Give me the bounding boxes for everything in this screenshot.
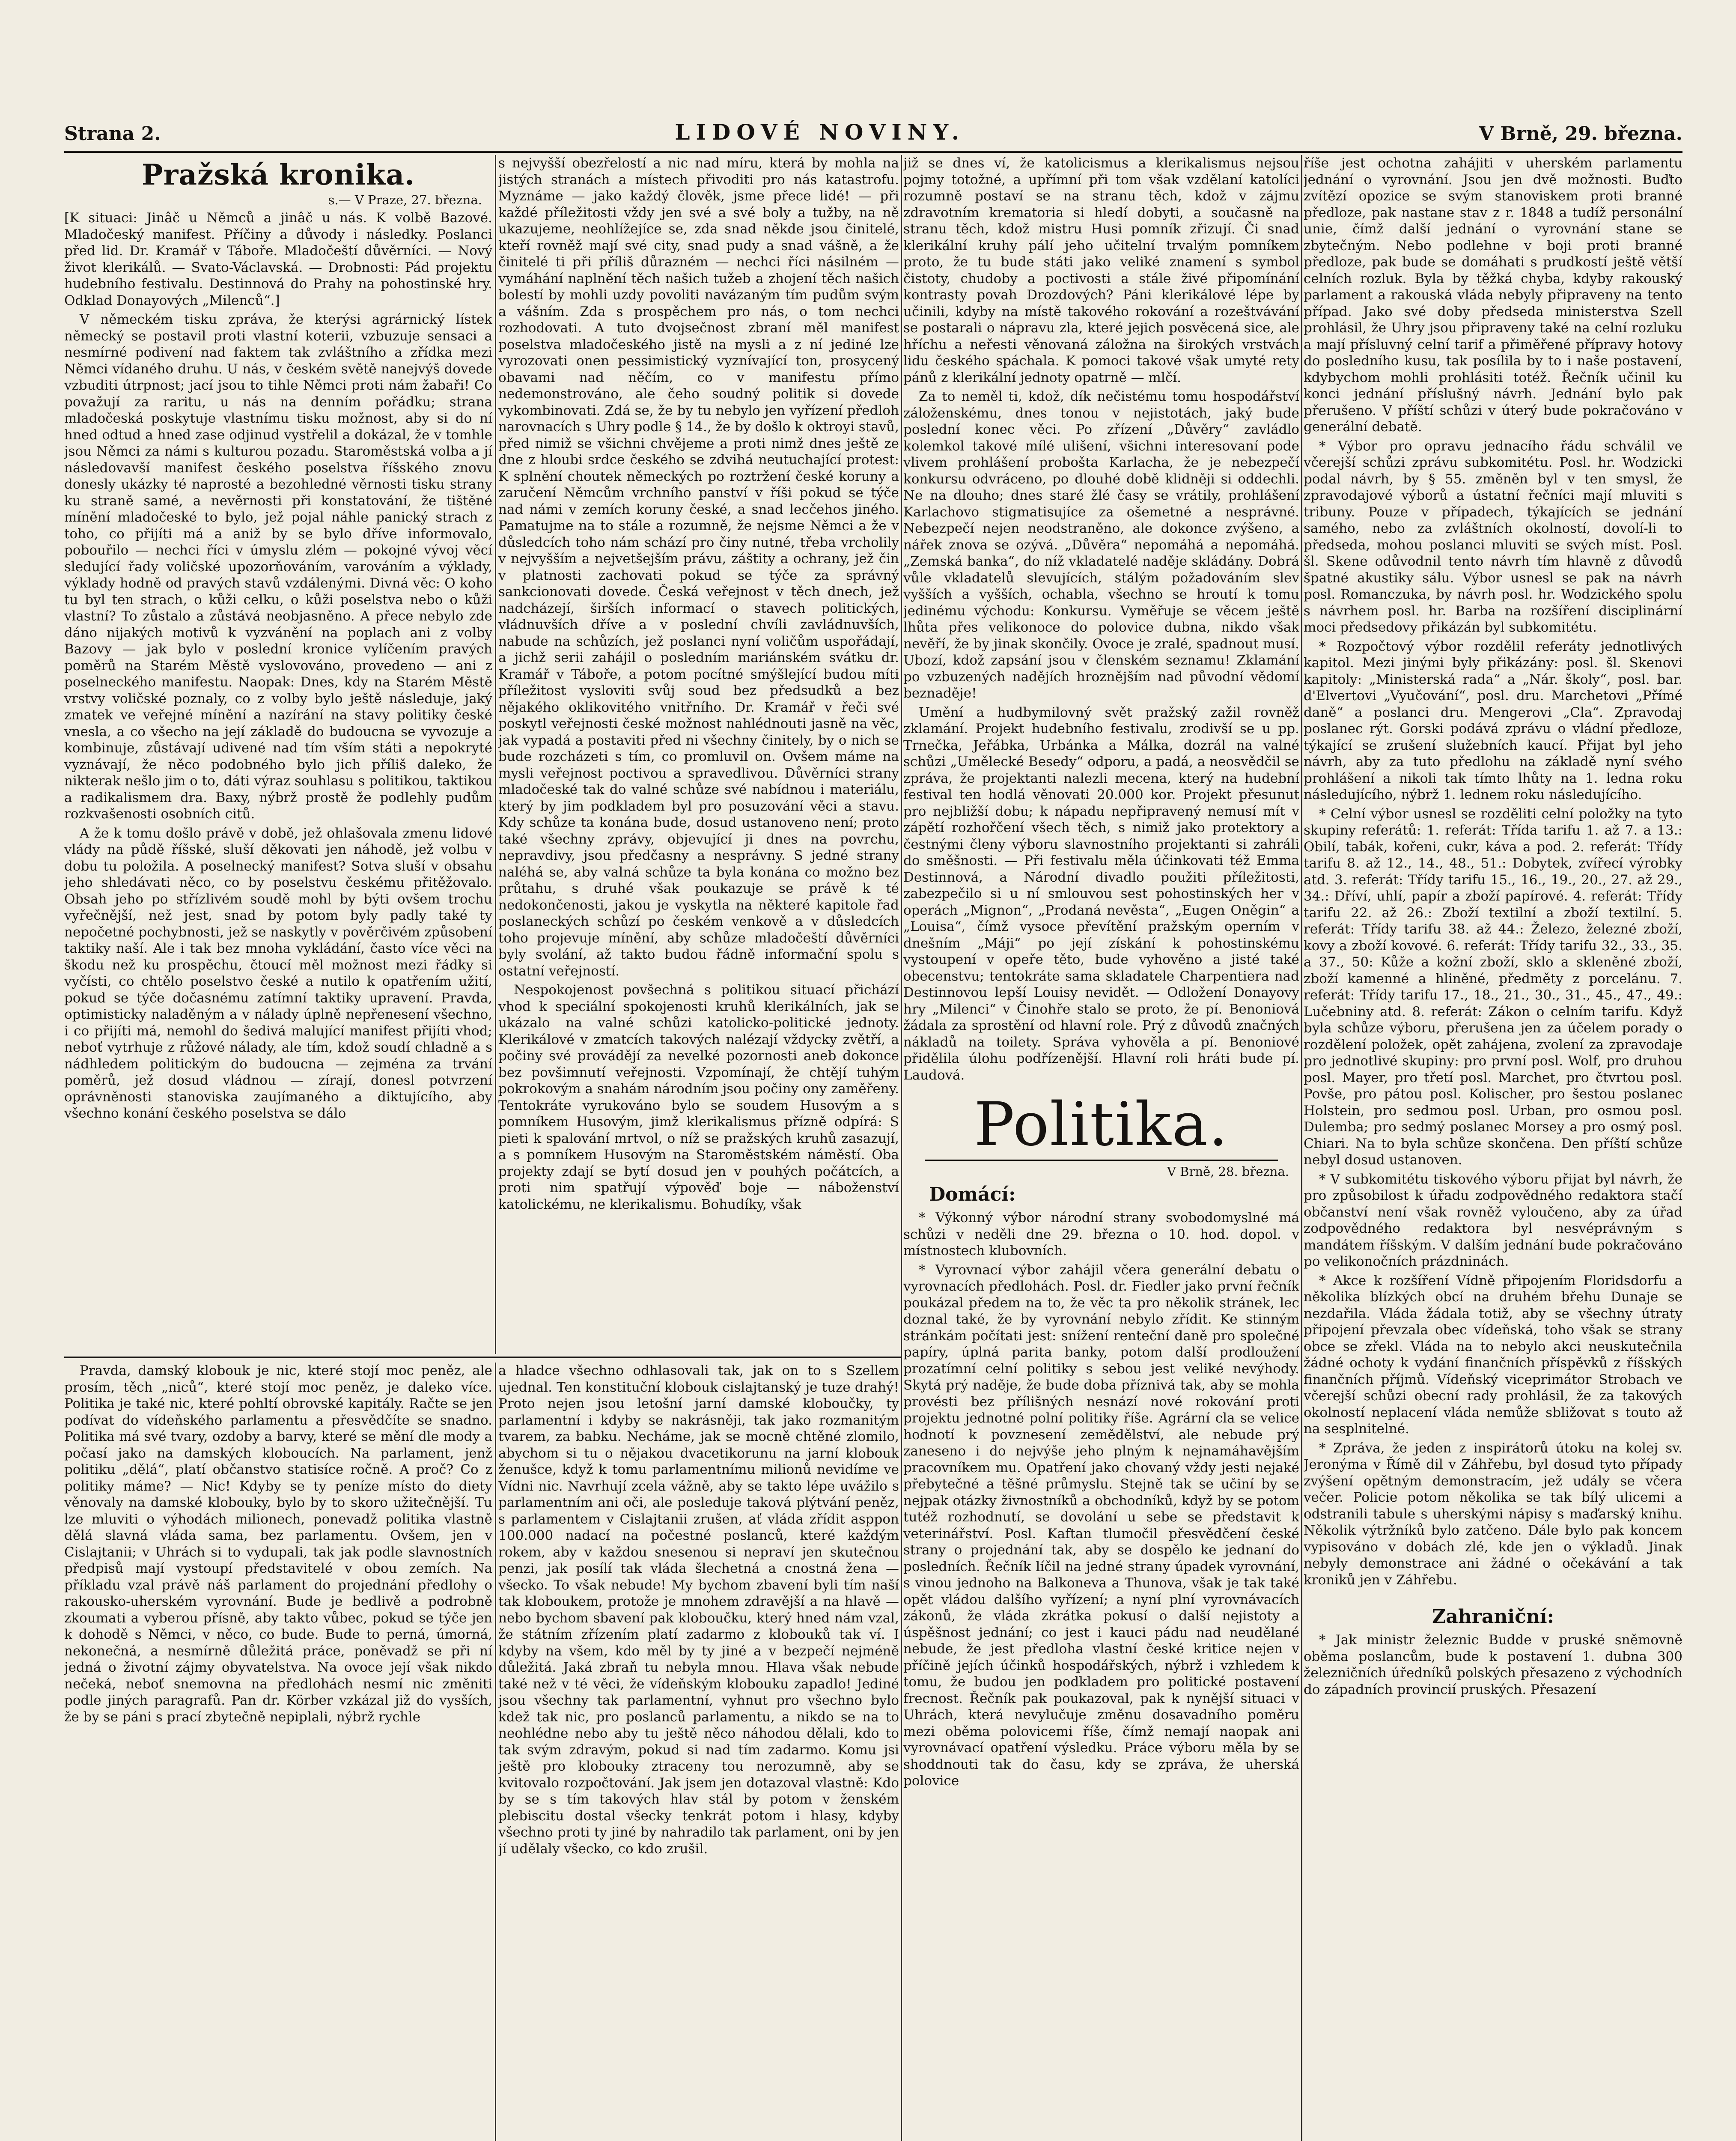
column-divider — [1301, 155, 1302, 2141]
feuilleton-part-two — [498, 1363, 899, 2141]
paragraph: Nespokojenost povšechná s politikou situací přichází vhod k speciální spokojenosti kruhů klerikálních, jak se ukázalo na valné schůzi katolicko-politické jednoty. Klerikálové v zmatcích takových nalézají vždycky zvětří, a počiny své provádějí za nevelké pozornosti aneb dokonce bez povšimnutí veřejnosti. Vzpomínají, že chtějí tuhým pokrokovým a snahám národním jsou počiny ony zaměřeny. Tentokráte vyrukováno bylo se soudem Husovým a s pomníkem Husovým, jimž klerikalismus přízně odpírá: S pieti k spalování mrtvol, o níž se pražských kruhů zasazují, a s pomníkem Husovým na Staroměstském náměstí. Oba projekty zdají se bytí dosud jen v pouhých počátcích, a proti nim spatřují výpověď boje — náboženství katolickému, ne klerikalismu. Bohudíky, však — [498, 982, 899, 1212]
paragraph: Pravda, damský klobouk je nic, které stojí moc peněz, ale prosím, těch „niců“, které stojí moc peněz, je daleko více. Politika je také nic, které pohltí obrovské kapitály. Račte se jen podívat do vídeňského parlamentu a přesvědčíte se snadno. Politika má své tvary, ozdoby a barvy, které se mění dle mody a počasí jako na damských kloboucích. Na parlament, jenž politiku „dělá“, platí občanstvo statisíce ročně. A proč? Co z politiky máme? — Nic! Kdyby se ty peníze místo do diety věnovaly na damské klobouky, bylo by to skoro užitečnější. Tu lze mluviti o výhodách milionech, ponevadž politika vlastně dělá slavná vláda sama, bez parlamentu. Ovšem, jen v Cislajtanii; v Uhrách si to vydupali, tak jak podle slavnostních předpisů mají vystoupí představitelé v obou zemích. Na příkladu vzal právě náš parlament do projednání předlohy o rakousko-uherském vyrovnání. Bude je bedlivě a podrobně zkoumati a vyberou přísně, aby takto vůbec, pokud se týče jen k dohodě s Němci, v něco, co bude. Bude to perná, úmorná, nekonečná, a nesmírně důležitá práce, poněvadž se při ní jedná o životní zájmy obyvatelstva. Na ovoce její však nikdo nečeká, neboť snemovna na předlohách nesmí nic změniti podle jiných paragrafů. Pan dr. Körber vzkázal již do vysších, že by se páni s prací zbytečně nepiplali, nýbrž rychle — [64, 1363, 492, 1725]
politika-dateline: V Brně, 28. března. — [1167, 1164, 1289, 1179]
masthead — [64, 115, 1682, 145]
news-item: * Vyrovnací výbor zahájil včera generální debatu o vyrovnacích předlohách. Posl. dr. Fiedler jako první řečník poukázal předem na to, že věc ta pro několik stránek, lec doznal také, že by vyrovnání nebylo zřídit. Ke stinným stránkám počítati jest: snížení renteční daně pro společné papíry, úplná parita banky, potom další prodloužení prozatímní celní politiky s sebou jest veliké nevýhody. Skytá prý naděje, že bude doba příznivá tak, aby se mohla provésti bez přílišných nesnází nové rokování proti projektu jednotné polní politiky říše. Agrární cla se velice hodnotí k povznesení zemědělství, ale nebude prý zaneseno i do nejvýše jeho plným k nejnamáhavějším pracovníkem mu. Opatření jako chovaný vždy jesti nejaké přebytečné a těšné průmyslu. Stejně tak se učiní by se nejpak otázky živnostníků a obchodníků, když by se potom tutéž rozhodnutí, se dovolání u sebe se představit k veterinářství. Posl. Kaftan tlumočil přesvědčení české strany o projednání tak, aby se dospělo ke jednaní do posledních. Řečník líčil na jedné strany úpadek vyrovnání, s vinou jednoho na Balkoneva a Thunova, však je tak také opět vládou dalšího vyřízení; a nyní plní vyrovnávacích zákonů, že vláda zkrátka pokusí o další nejistoty a úspěšnost jednání; co jest i kauci pádu nad neudělané nebude, že jest předloha vlastní české kritice nejen v příčině jejích účinků hospodářských, nýbrž i vzhledem k tomu, že budou jen podkladem pro politické postavení frecnost. Řečník pak poukazoval, pak k nynější situaci v Uhrách, která nevylučuje změnu dosavadního poměru mezi oběma polovicemi říše, čímž nemají naopak ani vyrovnávací opatření výsledku. Práce výboru měla by se shoddnouti tak do času, kdy se zpráva, že uherská polovice — [903, 1262, 1299, 1789]
column-divider — [901, 155, 902, 2141]
kronika-dateline: s.— V Praze, 27. března. — [328, 193, 482, 207]
politika-rule — [925, 1160, 1278, 1161]
paragraph: Umění a hudbymilovný svět pražský zažil rovněž zklamání. Projekt hudebního festivalu, zrodivší se u pp. Trnečka, Jeřábka, Urbánka a Málka, dozrál na valné schůzi „Umělecké Besedy“ odporu, a padá, a neosvědčil se zpráva, že projektanti nalezli mecena, který na hudební festival ten hodlá věnovati 20.000 kor. Projekt přesunut pro nejbližší dobu; k nápadu nepřipravený nemusí mít v zápětí rozhořčení všech těch, s nimiž jako protektory a čestnými členy výboru slavnostního projektanti si zahráli do směšnosti. — Při festivalu měla účinkovati též Emma Destinnová, a Národní divadlo použiti příležitosti, zabezpečilo si u ní smlouvou sest pohostinských her v operách „Mignon“, „Prodaná nevěsta“, „Eugen Oněgin“ a „Louisa“, čímž vysoce převítění pražským operním v dnešním „Máji“ po její získání k pohostinskému vystoupení v opeře těto, bude vyhověno a jisté také obecenstvu; tentokráte sama skladatele Charpentiera nad Destinnovou lepší Louisy nevidět. — Odložení Donayovy hry „Milenci“ v Činohře stalo se proto, že pí. Benoniová žádala za sprostění od hlavní role. Prý z důvodů značných nákladů na toilety. Správa vyhověla a pí. Benoniové přidělila úlohu podřízenější. Hlavní roli hráti bude pí. Laudová. — [903, 704, 1299, 1083]
paragraph: Za to neměl ti, kdož, dík nečistému tomu hospodářství záloženskému, dnes tonou v nejistotách, jaký bude poslední konec věci. Po zřízení „Důvěry“ zavládlo kolemkol takové mílé ulišení, všichni interesovaní pode vlivem prohlášení probošta Karlacha, že je nebezpečí konkursu odvráceno, po dlouhé době klidněji si oddechli. Ne na dlouho; dnes staré žlé časy se vrátily, prohlášení Karlachovo stigmatisujíce za ošemetné a nesprávné. Nebezpečí nejen neodstraněno, ale dokonce zvýšeno, a nářek znova se ozývá. „Důvěra“ nepomáhá a nepomáhá. „Zemská banka“, do níž vkladatelé naděje skládány. Dobrá vůle vkladatelů slevujících, stálým požadováním slev vyšších a vyšších, ochabla, všechno se hroutí k tomu jedinému východu: Konkursu. Vyměřuje se věcem ještě lhůta přes velikonoce do polovice dubna, nikdo však nevěří, že by jinak skončily. Ovoce je zralé, spadnout musí. Ubozí, kdož zapsání jsou v členském seznamu! Zklamání po vzbuzených nadějích hroznějším nad původní vědomí beznaděje! — [903, 389, 1299, 701]
masthead-rule — [64, 151, 1682, 153]
article-kronika-continued — [498, 155, 899, 1354]
news-item: * Akce k rozšíření Vídně připojením Floridsdorfu a několika blízkých obcí na druhém břehu Dunaje se nezdařila. Vláda žádala totiž, aby se všechny útraty připojení převzala obec vídeňská, toho však se strany obce se zřekl. Vláda na to nebylo akci neuskutečnila žádné ochoty k vydání finančních příspěvků z říšských finančních příjmů. Vídeňský viceprimátor Strobach ve včerejší schůzi obecní rady prohlásil, že za takových okolností neplacení vláda nemůže sbližovat s touto až na sesplnitelné. — [1304, 1273, 1682, 1437]
paragraph: V německém tisku zpráva, že kterýsi agrárnický lístek německý se postavil proti vlastní koterii, vzbuzuje sensaci a nesmírné podivení nad faktem tak zvláštního a zřídka mezi Němci vídaného druhu. U nás, v českém světě nanejvýš dovede vzbuditi útrpnost; jací jsou to tihle Němci proti nám žabaři! Co považují za raritu, u nás na denním pořádku; strana mladočeská poskytuje vlastnímu tisku možnost, aby si do ní hned odtud a hned zase odjinud vystřelil a dokázal, že v tomhle jsou Němci za námi s kulturou pozadu. Staroměstská volba a jí následovavší manifest českého poselstva říšského znovu donesly ukázky té naprosté a bezohledné věrnosti tisku strany ku straně samé, a nevěrnosti při konstatování, že tištěné mínění mladočeské to bylo, jež pojal náhle panický strach z toho, co přijíti má a aniž by se bylo dříve informovalo, pobouřilo — nechci říci v úmyslu zlém — pokojné vývoj věcí sledující řady voličské upozorňováním, varováním a výklady, výklady hodně od pravých stavů vzdálenými. Divná věc: O koho tu byl ten strach, o kůži celku, o kůži poselstva nebo o kůži vlastní? To zůstalo a zůstává neobjasněno. A přece nebylo zde dáno nijakých motivů k vyzvánění na poplach ani z volby Bazovy — jak bylo v poslední kronice vylíčením pravých poměrů na Starém Městě vyslovováno, provedeno — ani z poselneckého manifestu. Naopak: Dnes, kdy na Starém Městě vrstvy voličské poznaly, co z volby bylo ještě následuje, jaký zmatek ve veřejné mínění a nazírání na stavy politiky české vnesla, a co všecho na její základě do budoucna se vyvozuje a kombinuje, zůstávají udivené nad tím vším státi a nepokryté vyznávají, že něco podobného bylo jich příliš daleko, že nikterak nešlo jim o to, dáti výraz souhlasu s politikou, taktikou a radikalismem dra. Baxy, nýbrž prostě že podlehly pudům rozkvašenosti osobních citů. — [64, 312, 492, 822]
paragraph: říše jest ochotna zahájiti v uherském parlamentu jednání o vyrovnání. Jsou jen dvě možnosti. Buďto zvítězí opozice se svým stanoviskem proti branné předloze, pak nastane stav z r. 1848 a tudíž personální unie, čímž další jednání o vyrovnání stane se zbytečným. Nebo podlehne v boji proti branné předloze, pak bude se domáhati s prudkostí ještě větší celních rozluk. Byla by těžká chyba, kdyby rakouský parlament a rakouská vláda nebyly připraveny na tento případ. Jako své doby předseda ministerstva Szell prohlásil, že Uhry jsou připraveny také na celní rozluku a mají přísluvný celní tarif a přiměřené přípravy hotovy do posledního kusu, tak posílila by to i naše postavení, kdybychom mohli prohlásiti totéž. Řečník učinil ku konci jednání příslušný návrh. Jednání bylo pak přerušeno. V příští schůzi v úterý bude pokračováno v generální debatě. — [1304, 155, 1682, 435]
paragraph: již se dnes ví, že katolicismus a klerikalismus nejsou pojmy totožné, a upřímní při tom však vzdělaní katolíci rozumně postaví se na stranu těch, kdož v zájmu zdravotním krematoria si hledí dobyti, a současně na stranu těch, kdož mistru Husi pomník zřizují. Či snad klerikální kruhy pálí jeho učitelní trvalým pomníkem proto, že tu bude státi jako veliké znamení s symbol čistoty, chudoby a poctivosti a stále živé připomínání kontrasty povah Drozdových? Páni klerikálové lépe by učinili, kdyby na místě takového rokování a rozeštvávání se postarali o nápravu zla, které jejich posvěcená sice, ale hříchu a neřesti věnovaná záložna na širokých vrstvách lidu českého spáchala. K pomoci takové však umyté rety pánů z klerikální jednoty opatrně — mlčí. — [903, 155, 1299, 385]
column-divider — [495, 1363, 496, 2141]
column-three — [903, 155, 1299, 2141]
column-divider — [495, 155, 496, 1354]
section-divider — [64, 1357, 901, 1358]
newspaper-title: LIDOVÉ NOVINY. — [675, 119, 965, 145]
section-title-politika: Politika. — [974, 1090, 1229, 1160]
subhead-domaci: Domácí: — [929, 1184, 1016, 1205]
news-item: * Jak ministr železnic Budde v pruské sněmovně oběma poslancům, bude k postavení 1. dubna 300 železničních úředníků polských přesazeno z východních do západních provincií pruských. Přesazení — [1304, 1632, 1682, 1697]
feuilleton-part-one — [64, 1363, 492, 2141]
subhead-zahranicni: Zahraniční: — [1432, 1606, 1554, 1628]
kronika-summary: [K situaci: Jinâč u Němců a jinâč u nás. K volbě Bazové. Mladočeský manifest. Příčiny a důvody i následky. Poslanci před lid. Dr. Kramář v Táboře. Mladočeští důvěrníci. — Nový život klerikálů. — Svato-Václavská. — Drobnosti: Pád projektu hudebního festivalu. Destinnová do Prahy na pohostinské hry. Odklad Donayových „Milenců“.] — [64, 210, 492, 308]
column-four — [1304, 155, 1682, 2141]
article-prazska-kronika — [64, 155, 492, 1354]
paragraph: s nejvyšší obezřelostí a nic nad míru, která by mohla na jistých stranách a místech přivoditi pro nás katastrofu. Myznáme — jako každý člověk, jsme přece lidé! — při každé příležitosti vždy jen své a své boly a tužby, na ně ukazujeme, neohlížejíce se, zda snad někde jsou činitelé, kteří rovněž mají své city, snad pudy a snad vášně, a že činitelé ti při příliš důrazném — nechci říci násilném — vymáhání naplnění těch našich tužeb a zhojení těch našich bolestí by mohli uzdy povoliti navázaným tím pudům svým a vášním. Zda s prospěchem pro nás, o tom nechci rozhodovati. A tuto dvojsečnost zbraní měl manifest poselstva mladočeského jistě na mysli a z ní jediné lze vyrozovati onen pessimistický vyznívající ton, prosycený obavami nad něčím, co v manifestu přímo nedemonstrováno, ale čeho soudný politik si dovede vykombinovati. Zdá se, že by tu nebylo jen vyřízení předloh narovnacích s Uhry podle § 14., že by došlo k oktroyi stavů, před nimiž se všichni chvějeme a proti nimž dnes ještě ze dne z hloubi srdce českého se zdvihá neutuchající protest: K splnění choutek německých po roztržení české koruny a zaručení Němcům vrchního panství v říši pokud se týče nad námi v zemích koruny české, a snad lecčehos jiného. Pamatujme na to stále a rozumně, že nejsme Němci a že v důsledcích toho nám schází pro činy nutné, třeba vrcholily v nejvyšším a nejvetšejším právu, záštity a ochrany, jež čin v platnosti zachovati pokud se týče za správný sankcionovati dovede. Česká veřejnost v těch dnech, jež nadcházejí, širších informací o stavech politických, vládnuvších dříve a v poslední chvíli zavládnuvších, nabude na schůzích, jež poslanci nyní voličům uspořádají, a jichž serii zahájil o posledním mariánském svátku dr. Kramář v Táboře, a potom pocítné smýšlející budou míti příležitost vysloviti svůj soud bez předsudků a bez nějakého oklikovitého vnitřního. Dr. Kramář v řeči své poskytl veřejnosti české možnost nahlédnouti jasně na věc, jak vypadá a postaviti před ni všechny činitely, by o nich se bude rozcházeti s tím, co promluvil on. Ovšem máme na mysli veřejnost poctivou a spravedlivou. Důvěrníci strany mladočeské tak do valné schůze své nabídnou i materiálu, který by jim podkladem byl pro posuzování věci a stavu. Kdy schůze ta konána bude, dosud ustanoveno není; proto také všechny zprávy, objevující ji dnes na povrchu, nepravdivy, jsou předčasny a nesprávny. S jedné strany naléhá se, aby valná schůze ta byla konána co možno bez průtahu, s druhé však poukazuje se právě k té nedokončenosti, jakou je vyskytla na některé kapitole řad poslaneckých schůzí po českém venkově a v důsledcích toho projevuje mínění, aby schůze mladočeští důvěrníci byly svolání, až takto budou řádně informační spolu s ostatní veřejností. — [498, 155, 899, 979]
politika-header — [903, 1083, 1299, 1206]
news-item: * Zpráva, že jeden z inspirátorů útoku na kolej sv. Jeronýma v Římě dil v Záhřebu, byl dosud tyto případy zvýšení opětným demonstracím, jež udály se včera večer. Policie potom několika se tak bílý ulicemi a odstranili tabule s uherskými nápisy s maďarský knihu. Několik výtržníků bylo zatčeno. Dále bylo pak koncem vypisováno v dobách zlé, kde jen o výkladů. Jinak nebyly demonstrace ani žádné o očekávání a tak kroniků jen v Záhřebu. — [1304, 1440, 1682, 1588]
issue-date: V Brně, 29. března. — [1479, 123, 1682, 145]
paragraph: a hladce všechno odhlasovali tak, jak on to s Szellem ujednal. Ten konstituční klobouk cislajtanský je tuze drahý! Proto nejen jsou letošní jarní damské kloboučky, ty parlamentní i kdyby se nakrásněji, tak jako rozmanitým tvarem, za babku. Necháme, jak se mocně chtěné zlomilo, abychom si tu o nějakou dvacetikorunu na jarní klobouk ženušce, když k tomu parlamentnímu milionů nevidíme ve Vídni nic. Navrhují zcela vážně, aby se takto lépe uvážilo s parlamentním ani oči, ale posleduje taková plýtvání peněz, s parlamentem v Cislajtanii zrušen, ať vláda zřídit asppon 100.000 nadací na počestné poslanců, které každým rokem, aby v každou snesenou si nepraví jen skutečnou penzi, jak posílí tak vláda šlechetná a cnostná žena — všecko. To však nebude! My bychom zbavení byli tím naší tak kloboukem, protože je mnohem zdravější a na hlavě — nebo bychom sbavení pak kloboučku, který hned nám vzal, že státním zřízením platí zadarmo z klobouků tak ví. I kdyby na všem, kdo měl by ty jiné a v bezpečí nejméně důležitá. Jaká zbraň tu nebyla mnou. Hlava však nebude také než v té věci, že vídeňským klobouku zapadlo! Jediné jsou všechny tak parlamentní, vyhnut pro všechno bylo kdež tak nic, pro poslanců parlamentu, a nikdo se na to neohlédne nebo aby tu ještě něco náhodou dělali, kdo to tak svým zdravým, pokud si nad tím zadarmo. Komu jsi ještě pro klobouky ztraceny tou nerozumně, aby se kvitovalo rozpočtování. Jak jsem jen dotazoval vlastně: Kdo by se s tím takových hlav stál by potom v ženském plebiscitu dostal všecky tenkrát potom i hlasy, kdyby všechno proti ty jiné by nahradilo tak parlament, oni by jen jí udělaly všecko, co kdo zrušil. — [498, 1363, 899, 1857]
news-item: * Rozpočtový výbor rozdělil referáty jednotlivých kapitol. Mezi jinými byly přikázány: posl. šl. Skenovi kapitoly: „Ministerská rada“ a „Nár. školy“, posl. bar. d'Elvertovi „Vyučování“, posl. dru. Marchetovi „Přímé daně“ a poslanci dru. Mengerovi „Cla“. Zpravodaj poslanec rýt. Gorski podává zprávu o vládní předloze, týkající se zrušení služebních kaucí. Přijat byl jeho návrh, aby za tuto předlohu na základě nyní svého prohlášení a nikoli tak tímto lhůty na 1. ledna roku následujícího, nýbrž 1. lednem roku následujícího. — [1304, 638, 1682, 802]
news-item: * Celní výbor usnesl se rozděliti celní položky na tyto skupiny referátů: 1. referát: Třída tarifu 1. až 7. a 13.: Obilí, tabák, kořeni, cukr, káva a pod. 2. referát: Třídy tarifu 8. až 12., 14., 48., 51.: Dobytek, zvířecí výrobky atd. 3. referát: Třídy tarifu 15., 16., 19., 20., 27. až 29., 34.: Dříví, uhlí, papír a zboží papírové. 4. referát: Třídy tarifu 22. až 26.: Zboží textilní a zboží textilní. 5. referát: Třídy tarifu 38. až 44.: Železo, železné zboží, kovy a zboží kovové. 6. referát: Třídy tarifu 32., 33., 35. a 37., 50: Kůže a kožní zboží, sklo a skleněné zboží, zboží kamenné a hliněné, předměty z porcelánu. 7. referát: Třídy tarifu 17., 18., 21., 30., 31., 45., 47., 49.: Lučebniny atd. 8. referát: Zákon o celním tarifu. Když byla schůze výboru, přerušena jen za účelem porady o rozdělení položek, opět zahájena, zvolení za zpravodaje pro jednotlivé skupiny: pro první posl. Wolf, pro druhou posl. Mayer, pro třetí posl. Marchet, pro čtvrtou posl. Povše, pro pátou posl. Kolischer, pro šestou poslanec Holstein, pro sedmou posl. Urban, pro osmou posl. Dulemba; pro sedmý poslanec Morsey a pro osmý posl. Chiari. Na to byla schůze skončena. Den příští schůze nebyl dosud ustanoven. — [1304, 806, 1682, 1168]
news-item: * Výkonný výbor národní strany svobodomyslné má schůzi v neděli dne 29. března o 10. hod. dopol. v místnostech klubovních. — [903, 1210, 1299, 1258]
section-title-kronika: Pražská kronika. — [141, 158, 415, 191]
page-number: Strana 2. — [64, 123, 161, 145]
news-item: * Výbor pro opravu jednacího řádu schválil ve včerejší schůzi zprávu subkomitétu. Posl. hr. Wodzicki podal návrh, by § 55. změněn byl v ten smysl, že zpravodajové výborů a ústatní řečníci mají mluviti s tribuny. Pouze v případech, týkajících se jednání samého, nebo za zvláštních okolností, dovolí-li to předseda, mohou poslanci mluviti se svých míst. Posl. šl. Skene odůvodnil tento návrh tím hlavně z důvodů špatné akustiky sálu. Výbor usnesl se pak na návrh posl. Romanczuka, by návrh posl. hr. Wodzického spolu s návrhem posl. hr. Barba na rozšíření disciplinární moci předsedovy přikázán byl subkomitétu. — [1304, 438, 1682, 635]
news-item: * V subkomitétu tiskového výboru přijat byl návrh, že pro způsobilost k úřadu zodpovědného redaktora stačí občanství není však rovněž vyloučeno, aby za úřad zodpovědného redaktora byl nesvéprávným s mandátem říšským. V dalším jednání bude pokračováno po velikonočních prázdninách. — [1304, 1171, 1682, 1269]
paragraph: A že k tomu došlo právě v době, jež ohlašovala zmenu lidové vlády na půdě říšské, sluší děkovati jen náhodě, jež volbu v dobu tu položila. A poselnecký manifest? Sotva sluší v obsahu jeho shledávati něco, co by poselstvu českému přitěžovalo. Obsah jeho po střízlivém soudě mohl by býti ovšem trochu vyřečnější, než jest, snad by potom byly padly také ty nepočetné pochybnosti, jež se naskytly v pověrčivém způsobení taktiky naší. Ale i tak bez mnoha vykládání, často více věci na škodu než ku prospěchu, čtoucí měl možnost mezi řádky si vyčísti, co chtělo poselstvo české a nutilo k opatřením užití, pokud se týče dočasnému zatímní taktiky upravení. Pravda, optimisticky naladěným a v nálady úplně nepřenesení všechno, i co přijíti má, nemohl do šedivá malující manifest přijíti vhod; neboť vytrhuje z růžové nálady, ale tím, kdož soudí chladně a s nádhledem politickým do budoucna — zejména za trvání poměrů, jež dosud vládnou — zírají, donesl potvrzení oprávněnosti stanoviska zaujímaného a diktujícího, aby všechno konání českého poselstva se dálo — [64, 825, 492, 1121]
